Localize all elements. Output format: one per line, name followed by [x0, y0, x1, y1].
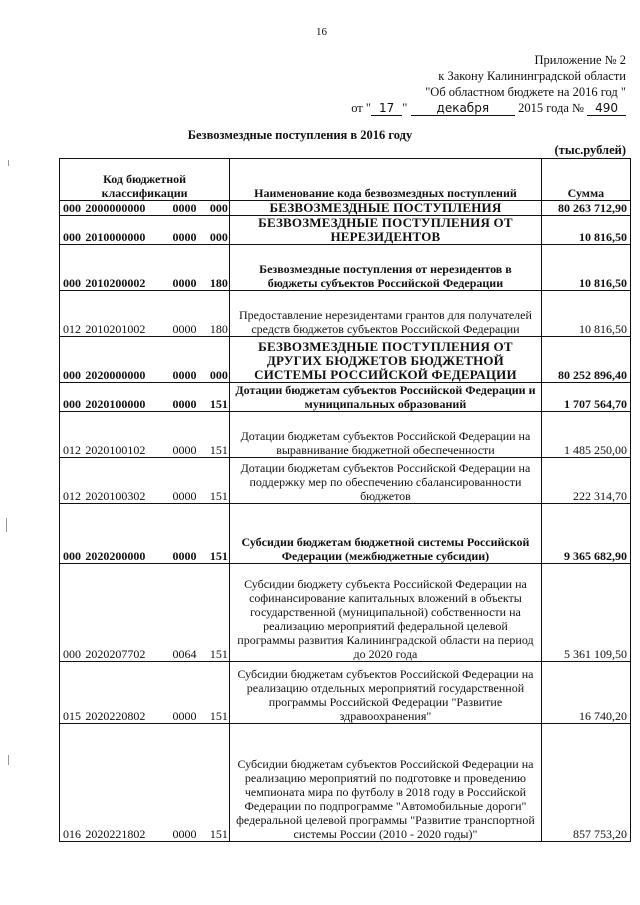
code-program: 0000 — [170, 724, 207, 842]
code-program: 0000 — [170, 216, 207, 245]
table-row — [60, 337, 631, 383]
date-year: 2015 года № — [518, 101, 584, 115]
code-econ: 151 — [207, 383, 230, 412]
code-program: 0000 — [170, 245, 207, 291]
revenue-name: Субсидии бюджетам субъектов Российской Федерации на реализацию отдельных мероприятий государственной программы Российской Федерации "Развитие здравоохранения" — [230, 662, 541, 724]
revenue-name: Дотации бюджетам субъектов Российской Федерации на выравнивание бюджетной обеспеченности — [230, 412, 541, 458]
revenue-name: Субсидии бюджетам субъектов Российской Федерации на реализацию мероприятий по подготовке и проведению чемпионата мира по футболу в 2018 году в Российской Федерации по подпрограмме "Автомобильные дороги" федеральной целевой программы "Развитие транспортной системы России (2010 - 2020 годы)" — [230, 724, 541, 842]
revenue-name: Субсидии бюджетам бюджетной системы Российской Федерации (межбюджетные субсидии) — [230, 504, 541, 564]
code-program: 0000 — [170, 458, 207, 504]
code-econ: 180 — [207, 291, 230, 337]
revenue-sum: 1 485 250,00 — [541, 412, 630, 458]
code-program: 0000 — [170, 383, 207, 412]
scan-mark — [8, 160, 9, 166]
law-number: 490 — [587, 101, 626, 116]
revenue-sum: 10 816,50 — [541, 245, 630, 291]
revenue-sum: 5 361 109,50 — [541, 564, 630, 662]
code-main: 2020100000 — [82, 383, 169, 412]
code-econ: 180 — [207, 245, 230, 291]
code-admin: 000 — [60, 245, 83, 291]
revenue-name: Безвозмездные поступления от нерезидентов в бюджеты субъектов Российской Федерации — [230, 245, 541, 291]
code-admin: 000 — [60, 383, 83, 412]
table-row — [60, 383, 631, 412]
code-main: 2010201002 — [82, 291, 169, 337]
code-program: 0000 — [170, 504, 207, 564]
code-econ: 151 — [207, 412, 230, 458]
code-main: 2000000000 — [82, 201, 169, 216]
code-main: 2010000000 — [82, 216, 169, 245]
revenue-name: БЕЗВОЗМЕЗДНЫЕ ПОСТУПЛЕНИЯ ОТ НЕРЕЗИДЕНТОВ — [230, 216, 541, 245]
code-admin: 016 — [60, 724, 83, 842]
table-row — [60, 458, 631, 504]
units-label: (тыс.рублей) — [554, 143, 626, 157]
code-main: 2020221802 — [82, 724, 169, 842]
date-month: декабря — [411, 101, 516, 116]
header-code: Код бюджетной классификации — [60, 159, 230, 201]
annex-line-3: "Об областном бюджете на 2016 год " — [425, 85, 626, 99]
code-admin: 012 — [60, 458, 83, 504]
code-econ: 151 — [207, 504, 230, 564]
code-main: 2020200000 — [82, 504, 169, 564]
annex-header — [351, 52, 626, 116]
code-program: 0000 — [170, 662, 207, 724]
code-main: 2020100102 — [82, 412, 169, 458]
revenue-sum: 1 707 564,70 — [541, 383, 630, 412]
code-program: 0064 — [170, 564, 207, 662]
code-econ: 151 — [207, 662, 230, 724]
revenue-sum: 222 314,70 — [541, 458, 630, 504]
revenue-name: Дотации бюджетам субъектов Российской Федерации и муниципальных образований — [230, 383, 541, 412]
page-number: 16 — [316, 26, 327, 38]
scan-mark — [6, 518, 7, 532]
revenue-table — [59, 158, 631, 842]
annex-line-2: к Закону Калининградской области — [438, 69, 626, 83]
code-admin: 015 — [60, 662, 83, 724]
code-econ: 000 — [207, 337, 230, 383]
table-body — [60, 201, 631, 842]
table-row — [60, 724, 631, 842]
revenue-name: БЕЗВОЗМЕЗДНЫЕ ПОСТУПЛЕНИЯ ОТ ДРУГИХ БЮДЖЕТОВ БЮДЖЕТНОЙ СИСТЕМЫ РОССИЙСКОЙ ФЕДЕРАЦИИ — [230, 337, 541, 383]
code-admin: 000 — [60, 504, 83, 564]
revenue-sum: 857 753,20 — [541, 724, 630, 842]
document-title: Безвозмездные поступления в 2016 году — [187, 128, 413, 142]
code-main: 2020100302 — [82, 458, 169, 504]
code-econ: 000 — [207, 216, 230, 245]
revenue-sum: 10 816,50 — [541, 291, 630, 337]
annex-line-1: Приложение № 2 — [534, 53, 626, 67]
table-row — [60, 216, 631, 245]
code-program: 0000 — [170, 412, 207, 458]
code-admin: 012 — [60, 412, 83, 458]
date-day-suffix: " — [402, 101, 408, 115]
revenue-name: Субсидии бюджету субъекта Российской Федерации на софинансирование капитальных вложений в объекты государственной (муниципальной) собственности на реализацию мероприятий федеральной целевой программы развития Калининградской области на период до 2020 года — [230, 564, 541, 662]
code-main: 2020220802 — [82, 662, 169, 724]
table-row — [60, 201, 631, 216]
code-econ: 151 — [207, 564, 230, 662]
code-econ: 151 — [207, 458, 230, 504]
header-name: Наименование кода безвозмездных поступлений — [230, 159, 541, 201]
code-main: 2020000000 — [82, 337, 169, 383]
table-row — [60, 291, 631, 337]
date-prefix: от " — [351, 101, 371, 115]
scan-mark — [8, 755, 9, 765]
code-admin: 000 — [60, 564, 83, 662]
code-program: 0000 — [170, 201, 207, 216]
revenue-name: БЕЗВОЗМЕЗДНЫЕ ПОСТУПЛЕНИЯ — [230, 201, 541, 216]
code-admin: 000 — [60, 216, 83, 245]
date-day: 17 — [371, 101, 402, 116]
revenue-sum: 16 740,20 — [541, 662, 630, 724]
annex-date-line — [351, 100, 626, 116]
code-econ: 151 — [207, 724, 230, 842]
table-row — [60, 504, 631, 564]
code-program: 0000 — [170, 337, 207, 383]
revenue-sum: 80 252 896,40 — [541, 337, 630, 383]
revenue-sum: 9 365 682,90 — [541, 504, 630, 564]
header-sum: Сумма — [541, 159, 630, 201]
table-row — [60, 564, 631, 662]
code-econ: 000 — [207, 201, 230, 216]
code-main: 2010200002 — [82, 245, 169, 291]
revenue-sum: 80 263 712,90 — [541, 201, 630, 216]
code-admin: 000 — [60, 337, 83, 383]
revenue-name: Дотации бюджетам субъектов Российской Федерации на поддержку мер по обеспечению сбалансированности бюджетов — [230, 458, 541, 504]
code-program: 0000 — [170, 291, 207, 337]
table-row — [60, 245, 631, 291]
revenue-sum: 10 816,50 — [541, 216, 630, 245]
revenue-name: Предоставление нерезидентами грантов для получателей средств бюджетов субъектов Российской Федерации — [230, 291, 541, 337]
code-main: 2020207702 — [82, 564, 169, 662]
code-admin: 000 — [60, 201, 83, 216]
table-row — [60, 412, 631, 458]
table-row — [60, 662, 631, 724]
code-admin: 012 — [60, 291, 83, 337]
